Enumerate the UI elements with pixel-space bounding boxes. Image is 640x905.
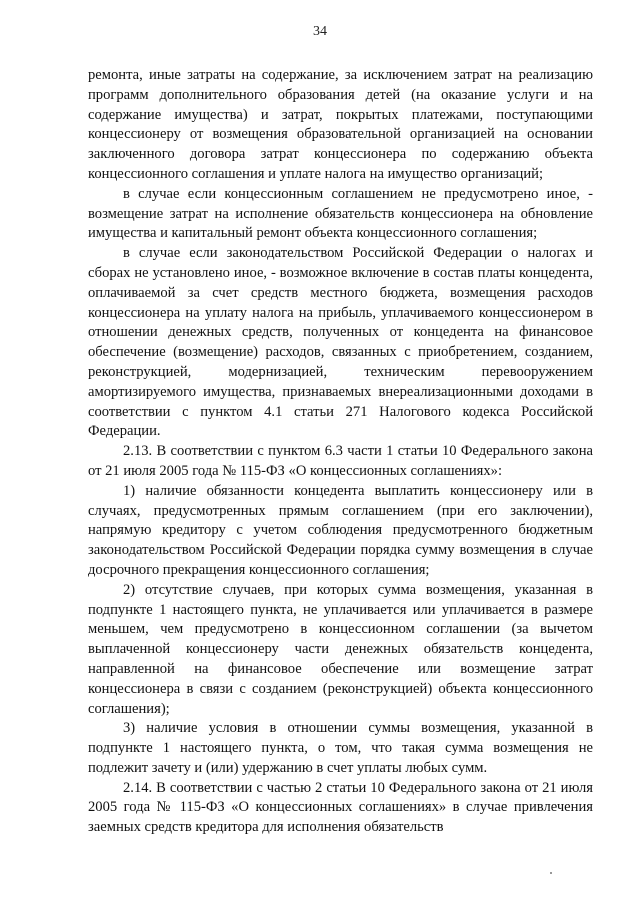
clause-2-13-item-3: 3) наличие условия в отношении суммы возмещения, указанной в подпункте 1 настоящего пункта, о том, что такая сумма возмещения не подлежит зачету и (или) удержанию в счет уплаты любых сумм.: [88, 720, 593, 776]
document-body: [88, 66, 593, 838]
page-number: 34: [313, 24, 327, 39]
paragraph-tax-reimbursement: в случае если законодательством Российской Федерации о налогах и сборах не установлено иное, - возможное включение в состав платы концедента, оплачиваемой за счет средств местного бюджета, возмещения расходов концессионера на уплату налога на прибыль, уплачиваемого концессионером в отношении денежных средств, полученных от концедента на финансовое обеспечение (возмещение) расходов, связанных с приобретением, созданием, реконструкцией, модернизацией, техническим перевооружением амортизируемого имущества, признаваемых внереализационными доходами в соответствии с пунктом 4.1 статьи 271 Налогового кодекса Российской Федерации.: [88, 245, 593, 440]
clause-2-14: 2.14. В соответствии с частью 2 статьи 10 Федерального закона от 21 июля 2005 года № 115-ФЗ «О концессионных соглашениях» в случае привлечения заемных средств кредитора для исполнения обязательств: [88, 779, 593, 836]
clause-2-13-item-2: 2) отсутствие случаев, при которых сумма возмещения, указанная в подпункте 1 настоящего пункта, не уплачивается или уплачивается в размере меньшем, чем предусмотрено в концессионном соглашении (за вычетом выплаченной концессионеру части денежных обязательств концедента, направленной на финансовое обеспечение или возмещение затрат концессионера в связи с созданием (реконструкцией) объекта концессионного соглашения);: [88, 581, 593, 717]
clause-2-13-item-1: 1) наличие обязанности концедента выплатить концессионеру или в случаях, предусмотренных прямым соглашением (при его заключении), напрямую кредитору с учетом соблюдения предусмотренного бюджетным законодательством Российской Федерации порядка сумму возмещения в случае досрочного прекращения концессионного соглашения;: [88, 482, 593, 578]
scan-speck: [550, 872, 552, 874]
paragraph-cost-reimbursement: в случае если концессионным соглашением не предусмотрено иное, - возмещение затрат на исполнение обязательств концессионера на обновление имущества и капитальный ремонт объекта концессионного соглашения;: [88, 185, 593, 242]
clause-2-13-heading: 2.13. В соответствии с пунктом 6.3 части 1 статьи 10 Федерального закона от 21 июля 2005 года № 115-ФЗ «О концессионных соглашениях»:: [88, 443, 593, 479]
paragraph-continuation: ремонта, иные затраты на содержание, за исключением затрат на реализацию программ дополнительного образования детей (на оказание услуги и на содержание имущества) и затрат, покрытых платежами, поступающими концессионеру от возмещения образовательной организацией на основании заключенного договора затрат концессионера по содержанию объекта концессионного соглашения и уплате налога на имущество организаций;: [88, 67, 593, 182]
